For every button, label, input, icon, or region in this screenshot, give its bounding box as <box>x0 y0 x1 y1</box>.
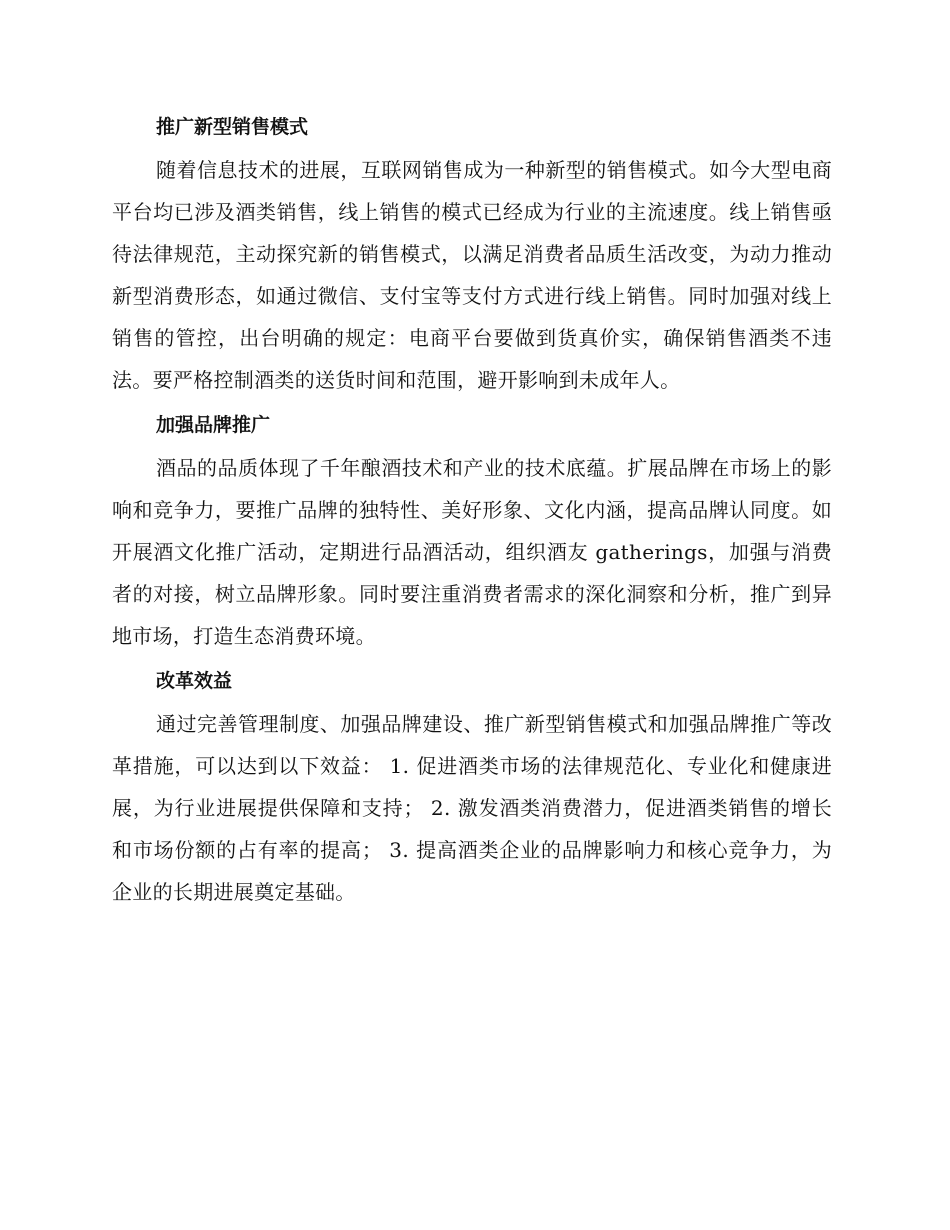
section-body-reform-benefits: 通过完善管理制度、加强品牌建设、推广新型销售模式和加强品牌推广等改革措施，可以达到以下效益： 1. 促进酒类市场的法律规范化、专业化和健康进展，为行业进展提供保障和支持； 2. 激发酒类消费潜力，促进酒类销售的增长和市场份额的占有率的提高； 3. 提高酒类企业的品牌影响力和核心竞争力，为企业的长期进展奠定基础。 <box>112 712 832 904</box>
section-body-new-sales-model: 随着信息技术的进展，互联网销售成为一种新型的销售模式。如今大型电商平台均已涉及酒类销售，线上销售的模式已经成为行业的主流速度。线上销售亟待法律规范，主动探究新的销售模式，以满足消费者品质生活改变，为动力推动新型消费形态，如通过微信、支付宝等支付方式进行线上销售。同时加强对线上销售的管控，出台明确的规定：电商平台要做到货真价实，确保销售酒类不违法。要严格控制酒类的送货时间和范围，避开影响到未成年人。 <box>112 158 832 392</box>
section-body-brand-promotion: 酒品的品质体现了千年酿酒技术和产业的技术底蕴。扩展品牌在市场上的影响和竞争力，要推广品牌的独特性、美好形象、文化内涵，提高品牌认同度。如开展酒文化推广活动，定期进行品酒活动，组织酒友 gatherings，加强与消费者的对接，树立品牌形象。同时要注重消费者需求的深化洞察和分析，推广到异地市场，打造生态消费环境。 <box>112 456 832 648</box>
section-heading-brand-promotion: 加强品牌推广 <box>156 414 271 436</box>
document-page <box>112 106 832 913</box>
section-heading-reform-benefits: 改革效益 <box>156 670 233 692</box>
section-heading-new-sales-model: 推广新型销售模式 <box>156 116 309 138</box>
